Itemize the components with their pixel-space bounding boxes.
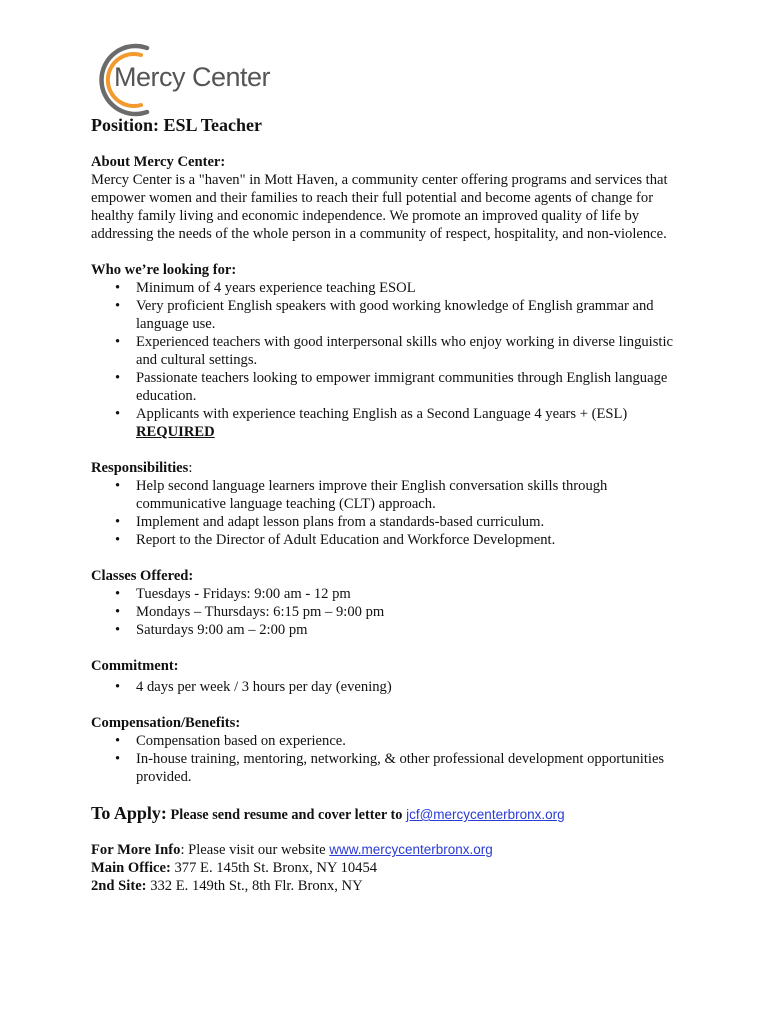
commitment-list (91, 678, 691, 696)
apply-lead: To Apply: (91, 803, 167, 823)
looking-for-list (91, 279, 691, 441)
classes-heading: Classes Offered: (91, 568, 194, 584)
second-site-line (91, 877, 691, 895)
email-link[interactable]: jcf@mercycenterbronx.org (406, 807, 565, 822)
more-info-line (91, 841, 691, 859)
responsibilities-heading: Responsibilities (91, 460, 189, 476)
list-item: • Tuesdays - Fridays: 9:00 am - 12 pm (136, 585, 691, 603)
job-posting (91, 114, 691, 895)
commitment-heading: Commitment: (91, 658, 179, 674)
website-link[interactable]: www.mercycenterbronx.org (329, 842, 493, 857)
main-office-line (91, 859, 691, 877)
list-item (136, 405, 691, 441)
list-item: • Passionate teachers looking to empower immigrant communities through English language education. (136, 369, 691, 405)
list-item: • Help second language learners improve their English conversation skills through communicative language teaching (CLT) approach. (136, 477, 691, 513)
second-site-label: 2nd Site: (91, 878, 147, 894)
list-item: • Very proficient English speakers with good working knowledge of English grammar and language use. (136, 297, 691, 333)
main-office-label: Main Office: (91, 860, 171, 876)
more-info-label: For More Info (91, 842, 181, 858)
compensation-list (91, 732, 691, 786)
classes-list (91, 585, 691, 639)
compensation-heading: Compensation/Benefits: (91, 715, 241, 731)
looking-for-section (91, 261, 691, 441)
compensation-section (91, 714, 691, 786)
mercy-center-logo (89, 42, 271, 118)
classes-section (91, 567, 691, 639)
about-body: Mercy Center is a "haven" in Mott Haven, a community center offering programs and services that empower women and their families to reach their full potential and become agents of change for healthy family living and economic independence. We promote an improved quality of life by addressing the needs of the whole person in a community of respect, hospitality, and non-violence. (91, 172, 668, 242)
main-office-address: 377 E. 145th St. Bronx, NY 10454 (174, 860, 378, 876)
responsibilities-list (91, 477, 691, 549)
apply-line (91, 804, 691, 824)
commitment-section (91, 657, 691, 696)
list-item: • Experienced teachers with good interpersonal skills who enjoy working in diverse linguistic and cultural settings. (136, 333, 691, 369)
required-label: REQUIRED (136, 424, 215, 440)
more-info-text: : Please visit our website (180, 842, 326, 858)
responsibilities-heading-line (91, 459, 691, 477)
list-item: • Minimum of 4 years experience teaching ESOL (136, 279, 691, 297)
about-section (91, 153, 691, 243)
list-item-text: Applicants with experience teaching English as a Second Language 4 years + (ESL) (136, 406, 628, 422)
responsibilities-section (91, 459, 691, 549)
logo-text: Mercy Center (114, 62, 271, 92)
list-item: • Mondays – Thursdays: 6:15 pm – 9:00 pm (136, 603, 691, 621)
list-item: • Compensation based on experience. (136, 732, 691, 750)
list-item: • 4 days per week / 3 hours per day (evening) (136, 678, 691, 696)
list-item: • Report to the Director of Adult Education and Workforce Development. (136, 531, 691, 549)
second-site-address: 332 E. 149th St., 8th Flr. Bronx, NY (150, 878, 363, 894)
looking-for-heading: Who we’re looking for: (91, 262, 237, 278)
list-item: • In-house training, mentoring, networking, & other professional development opportunities provided. (136, 750, 691, 786)
about-heading: About Mercy Center: (91, 154, 226, 170)
heading-colon: : (188, 460, 193, 476)
apply-text: Please send resume and cover letter to (170, 807, 403, 823)
list-item: • Implement and adapt lesson plans from a standards-based curriculum. (136, 513, 691, 531)
page-title: Position: ESL Teacher (91, 115, 263, 135)
list-item: • Saturdays 9:00 am – 2:00 pm (136, 621, 691, 639)
